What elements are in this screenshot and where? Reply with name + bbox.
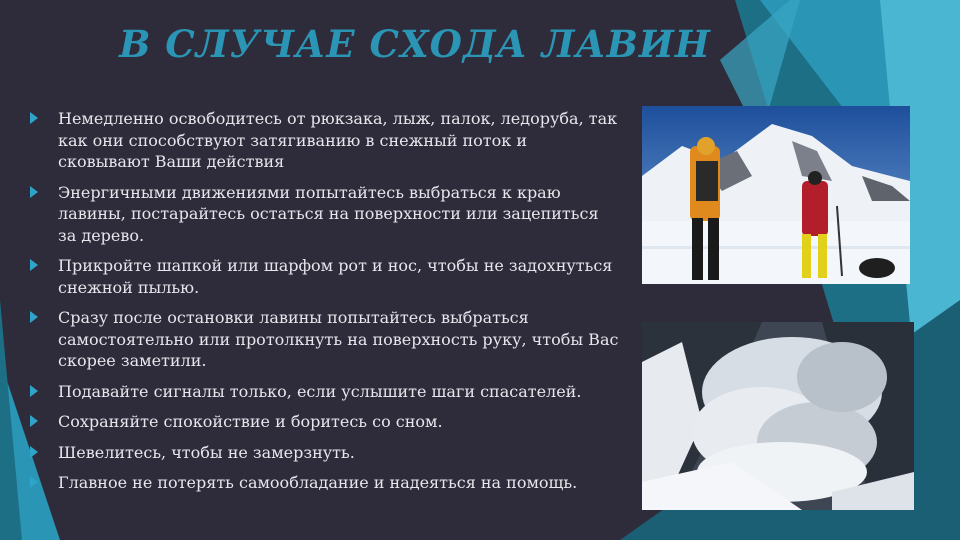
bullet-item (30, 472, 620, 494)
bullet-text: Шевелитесь, чтобы не замерзнуть. (58, 442, 355, 462)
bullet-item (30, 182, 620, 247)
bullet-text: Прикройте шапкой или шарфом рот и нос, чтобы не задохнуться снежной пылью. (58, 256, 613, 297)
avalanche-photo (642, 322, 914, 510)
bullet-arrow-icon (30, 415, 38, 427)
bullet-text: Главное не потерять самообладание и надеяться на помощь. (58, 473, 578, 492)
bullet-arrow-icon (30, 112, 38, 124)
hikers-mountain-photo (642, 106, 910, 284)
bullet-text: Энергичными движениями попытайтесь выбраться к краю лавины, постарайтесь остаться на поверхности или зацепиться за дерево. (58, 182, 599, 245)
bullet-arrow-icon (30, 259, 38, 271)
bullet-item (30, 381, 620, 403)
bullet-item (30, 108, 620, 173)
bullet-arrow-icon (30, 476, 38, 488)
bullet-item (30, 411, 620, 433)
bullet-arrow-icon (30, 446, 38, 458)
bullet-text: Сразу после остановки лавины попытайтесь выбраться самостоятельно или протолкнуть на поверхность руку, чтобы Вас скорее заметили. (58, 308, 619, 370)
bullet-arrow-icon (30, 186, 38, 198)
bullet-arrow-icon (30, 311, 38, 323)
bullet-item (30, 255, 620, 298)
bullet-arrow-icon (30, 385, 38, 397)
bullet-item (30, 307, 620, 372)
bullet-item (30, 442, 620, 464)
bullet-text: Немедленно освободитесь от рюкзака, лыж, палок, ледоруба, так как они способствуют затягиванию в снежный поток и сковывают Ваши действия (58, 109, 618, 171)
bullet-list (30, 108, 620, 503)
bullet-text: Сохраняйте спокойствие и боритесь со сном. (58, 412, 443, 431)
slide-title: В СЛУЧАЕ СХОДА ЛАВИН (119, 22, 711, 66)
bullet-text: Подавайте сигналы только, если услышите шаги спасателей. (58, 381, 582, 401)
